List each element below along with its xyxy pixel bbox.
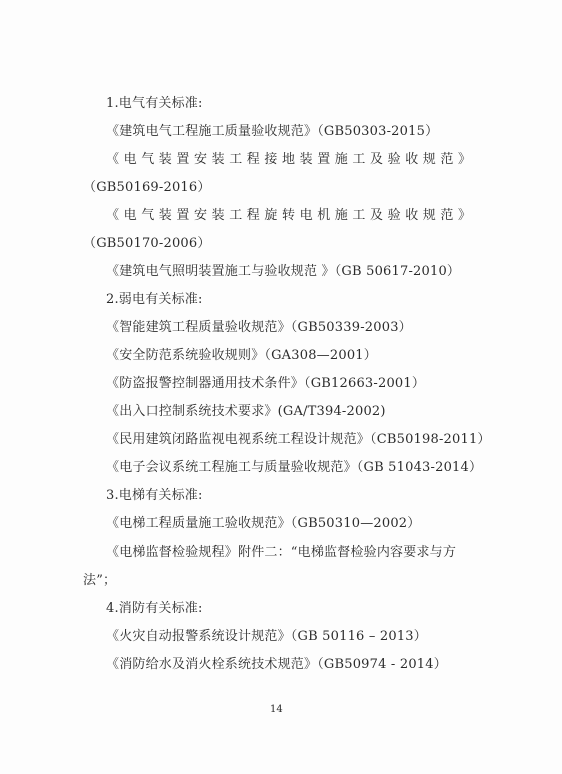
standard-item-continuation: （GB50169-2016）	[83, 180, 211, 195]
standard-item: 《电子会议系统工程施工与质量验收规范》（GB 51043-2014）	[106, 460, 483, 475]
standard-item: 《消防给水及消火栓系统技术规范》（GB50974 - 2014）	[106, 657, 447, 672]
standard-item: 《建筑电气工程施工质量验收规范》（GB50303-2015）	[106, 124, 439, 139]
standard-item: 《电梯工程质量施工验收规范》（GB50310—2002）	[106, 516, 421, 531]
standard-item-continuation: （GB50170-2006）	[83, 236, 211, 251]
standard-item: 《出入口控制系统技术要求》(GA/T394-2002)	[106, 404, 386, 419]
standard-item: 《电气装置安装工程接地装置施工及验收规范》	[106, 152, 476, 167]
standard-item: 《智能建筑工程质量验收规范》（GB50339-2003）	[106, 320, 412, 335]
standard-item: 《安全防范系统验收规则》（GA308—2001）	[106, 348, 377, 363]
section-heading-electrical: 1.电气有关标准:	[106, 96, 203, 111]
section-heading-elevator: 3.电梯有关标准:	[106, 488, 203, 503]
standard-item: 《电梯监督检验规程》附件二：“电梯监督检验内容要求与方	[106, 545, 457, 560]
standard-item: 《电气装置安装工程旋转电机施工及验收规范》	[106, 208, 476, 223]
page-number: 14	[270, 704, 283, 715]
section-heading-fire: 4.消防有关标准:	[106, 601, 203, 616]
standard-item: 《防盗报警控制器通用技术条件》（GB12663-2001）	[106, 376, 426, 391]
standard-item: 《建筑电气照明装置施工与验收规范 》（GB 50617-2010）	[106, 264, 461, 279]
standard-item-continuation: 法”；	[83, 573, 117, 588]
section-heading-weak-current: 2.弱电有关标准:	[106, 292, 203, 307]
standard-item: 《火灾自动报警系统设计规范》（GB 50116 – 2013）	[106, 629, 427, 644]
standard-item: 《民用建筑闭路监视电视系统工程设计规范》（CB50198-2011）	[106, 432, 491, 447]
